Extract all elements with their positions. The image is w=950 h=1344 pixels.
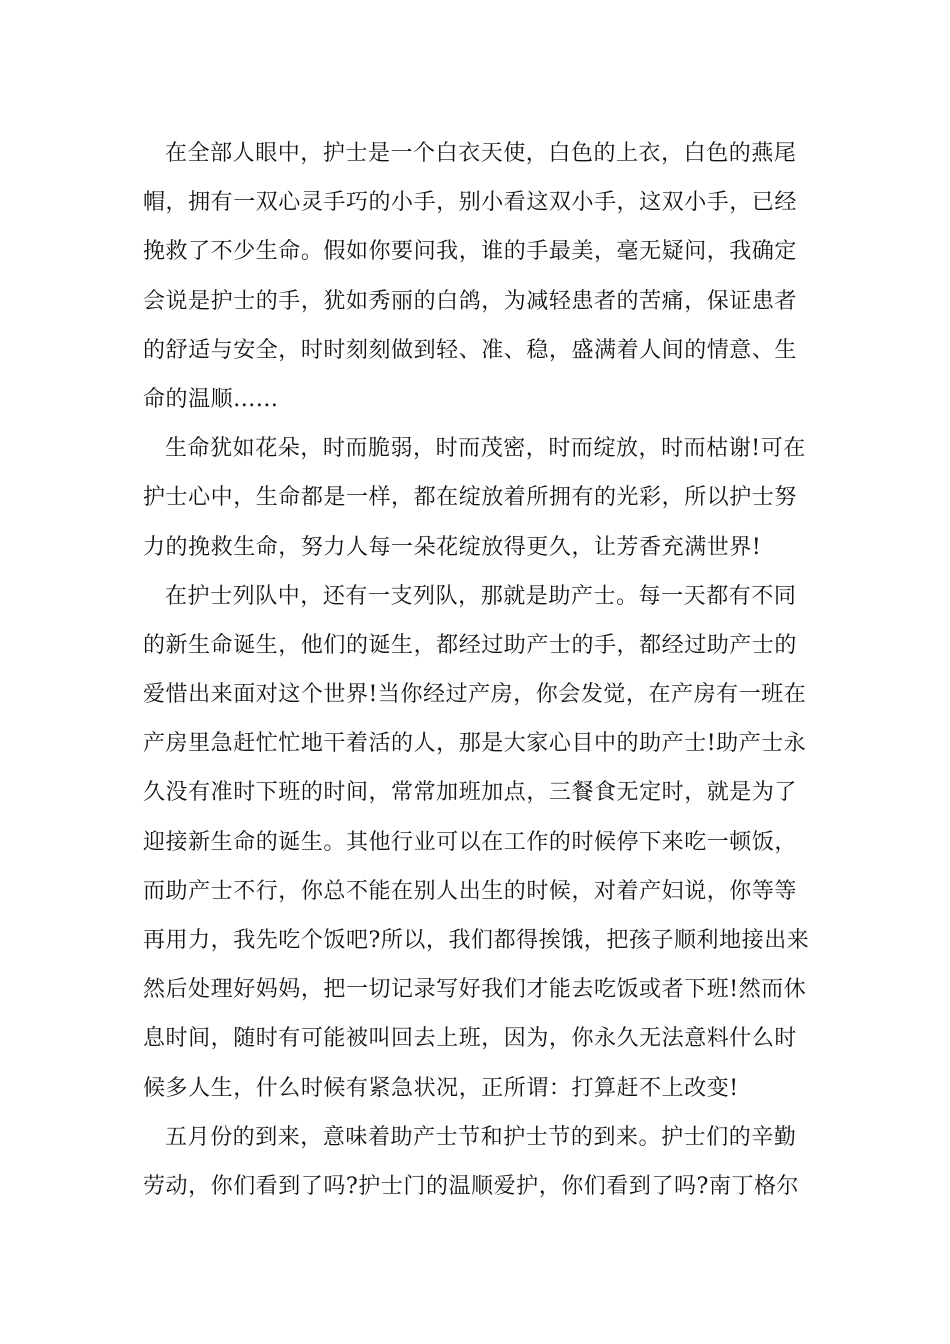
paragraph-3 <box>143 572 810 1113</box>
paragraph-line: 在护士列队中，还有一支列队，那就是助产士。每一天都有不同 <box>165 583 797 609</box>
paragraph-line: 而助产士不行，你总不能在别人出生的时候，对着产妇说，你等等 <box>143 878 797 904</box>
paragraph-line: 然后处理好妈妈，把一切记录写好我们才能去吃饭或者下班!然而休 <box>143 977 807 1003</box>
paragraph-4 <box>143 1113 805 1211</box>
paragraph-1 <box>143 129 805 424</box>
paragraph-line: 的新生命诞生，他们的诞生，都经过助产士的手，都经过助产士的 <box>143 632 797 658</box>
paragraph-line: 挽救了不少生命。假如你要问我，谁的手最美，毫无疑问，我确定 <box>143 239 797 265</box>
paragraph-line: 命的温顺...... <box>143 386 279 412</box>
paragraph-line: 帽，拥有一双心灵手巧的小手，别小看这双小手，这双小手，已经 <box>143 190 797 216</box>
paragraph-2 <box>143 424 805 572</box>
paragraph-line: 生命犹如花朵，时而脆弱，时而茂密，时而绽放，时而枯谢!可在 <box>165 436 806 462</box>
paragraph-line: 力的挽救生命，努力人每一朵花绽放得更久，让芳香充满世界! <box>143 534 762 560</box>
paragraph-line: 再用力，我先吃个饭吧?所以，我们都得挨饿，把孩子顺利地接出来 <box>143 928 810 953</box>
paragraph-line: 久没有准时下班的时间，常常加班加点，三餐食无定时，就是为了 <box>143 780 797 806</box>
paragraph-line: 劳动，你们看到了吗?护士门的温顺爱护，你们看到了吗?南丁格尔 <box>143 1173 800 1199</box>
paragraph-line: 迎接新生命的诞生。其他行业可以在工作的时候停下来吃一顿饭， <box>143 829 797 855</box>
paragraph-line: 护士心中，生命都是一样，都在绽放着所拥有的光彩，所以护士努 <box>143 485 797 511</box>
paragraph-line: 的舒适与安全，时时刻刻做到轻、准、稳，盛满着人间的情意、生 <box>143 337 797 363</box>
paragraph-line: 息时间，随时有可能被叫回去上班，因为，你永久无法意料什么时 <box>143 1026 797 1052</box>
paragraph-line: 在全部人眼中，护士是一个白衣天使，白色的上衣，白色的燕尾 <box>165 141 797 166</box>
paragraph-line: 产房里急赶忙忙地干着活的人，那是大家心目中的助产士!助产士永 <box>143 731 807 757</box>
paragraph-line: 候多人生，什么时候有紧急状况，正所谓：打算赶不上改变! <box>143 1075 739 1101</box>
document-body <box>143 129 810 1211</box>
paragraph-line: 会说是护士的手，犹如秀丽的白鸽，为减轻患者的苦痛，保证患者 <box>143 288 797 314</box>
paragraph-line: 五月份的到来，意味着助产士节和护士节的到来。护士们的辛勤 <box>165 1124 797 1150</box>
paragraph-line: 爱惜出来面对这个世界!当你经过产房，你会发觉，在产房有一班在 <box>143 682 807 708</box>
